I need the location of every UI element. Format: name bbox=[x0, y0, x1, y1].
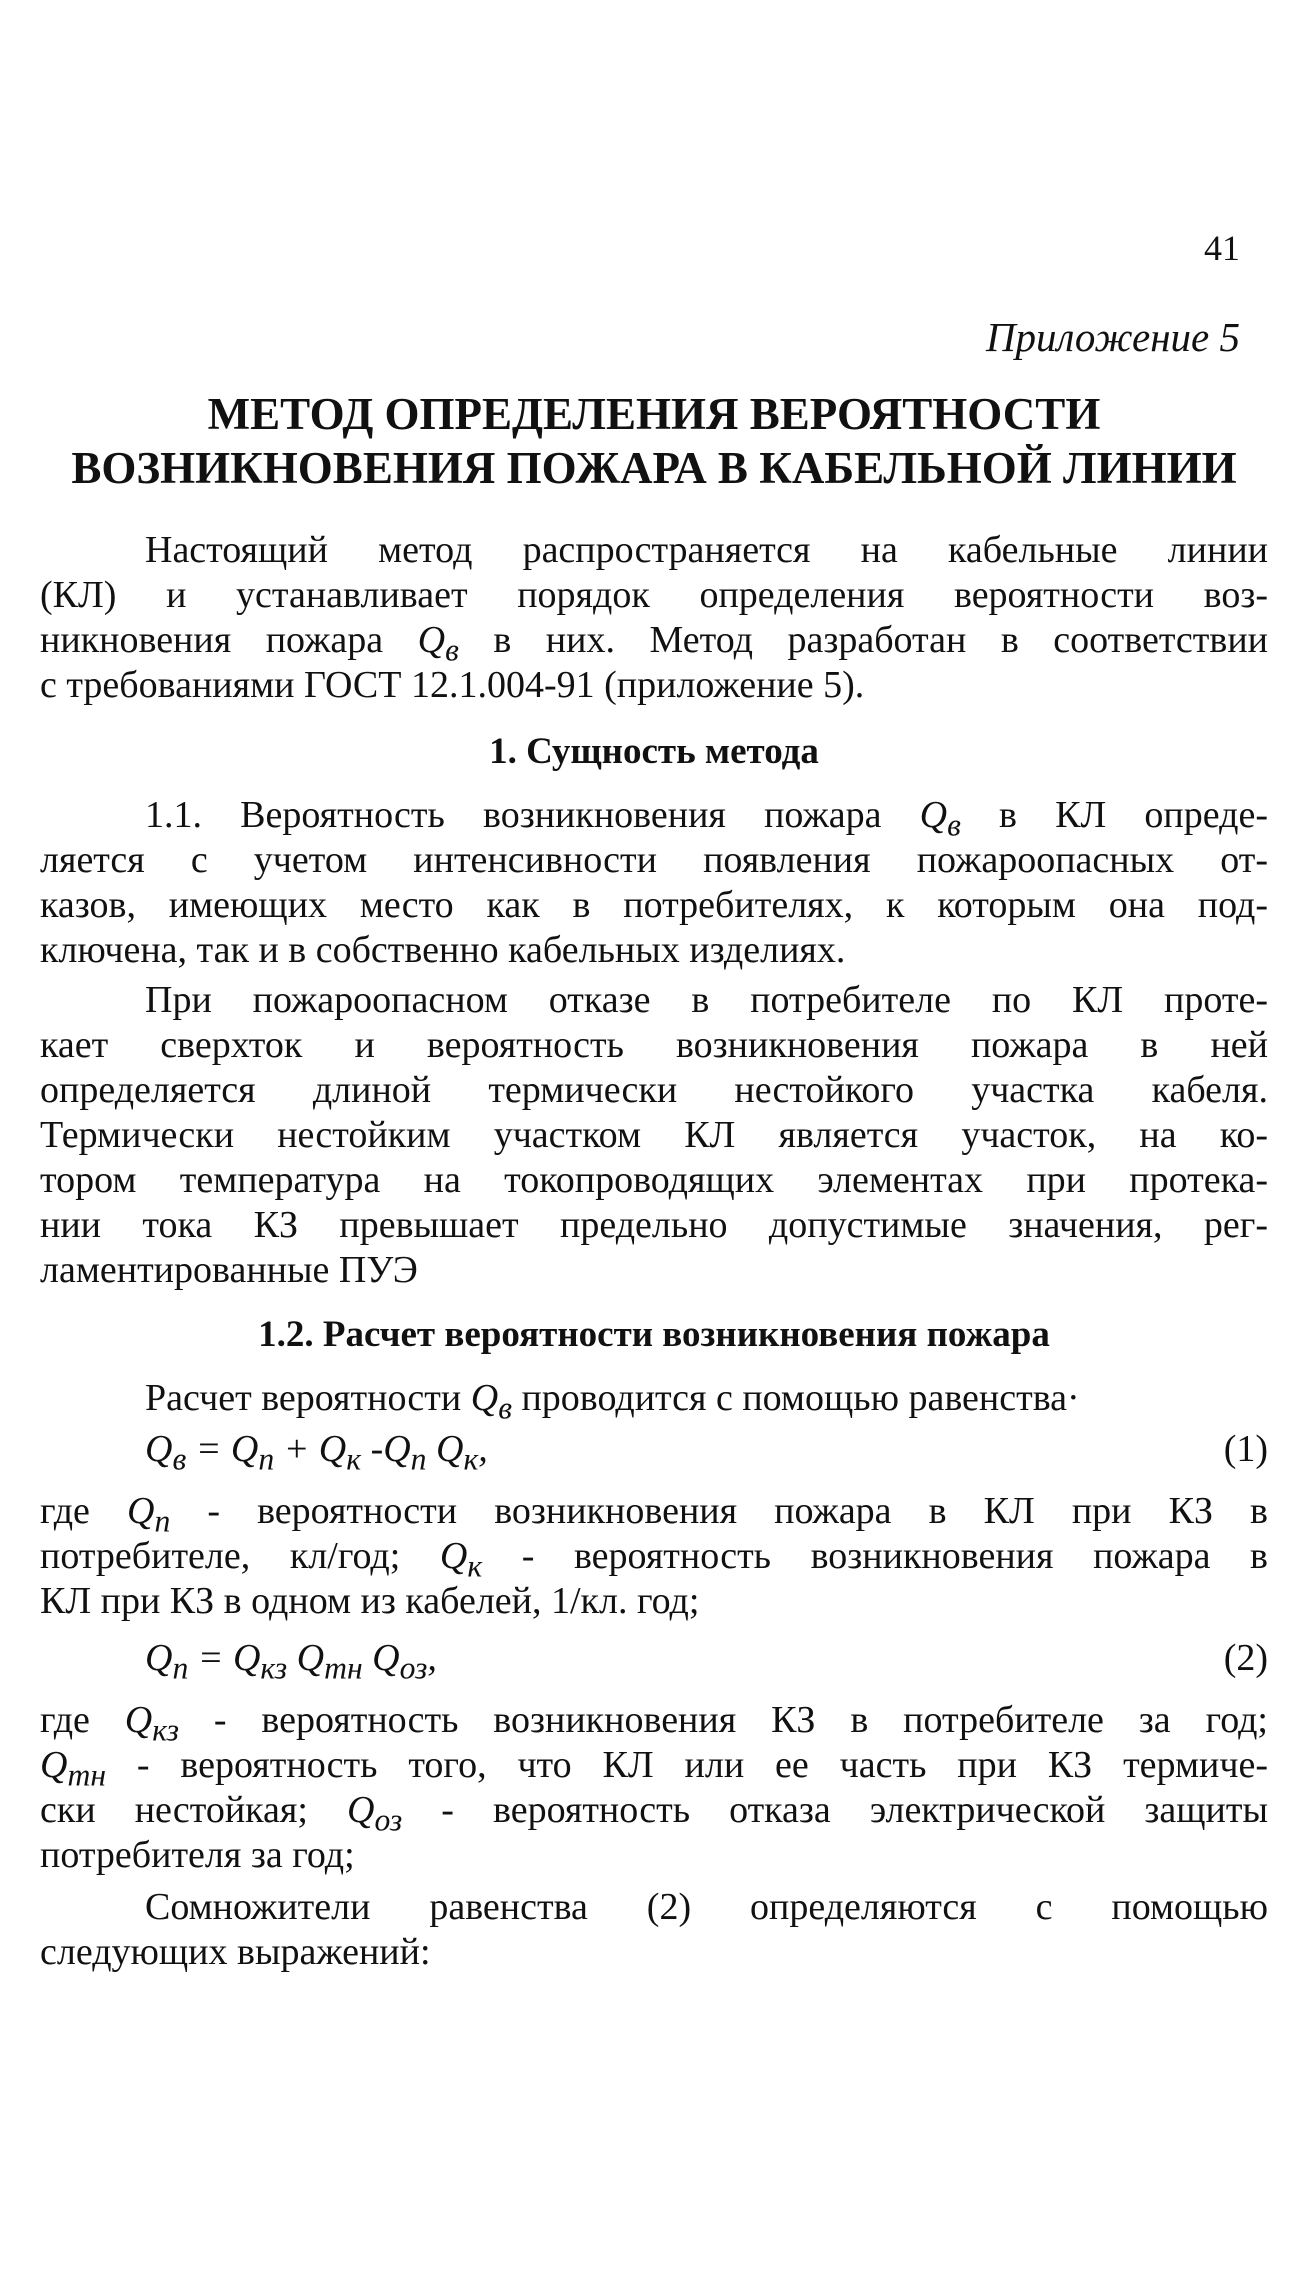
symbol-q-k: Q bbox=[439, 1535, 468, 1577]
p14-line-2: потребителе, кл/год; $Q_к$ - вероятность возникновения пожара в bbox=[40, 1535, 1268, 1584]
intro-line-4: с требованиями ГОСТ 12.1.004-91 (приложение 5). bbox=[40, 664, 865, 706]
section-1-2-heading: 1.2. Расчет вероятности возникновения пожара bbox=[258, 1314, 1050, 1355]
p15-line-4: потребителя за год; bbox=[40, 1834, 355, 1876]
p15-line-2: $Q_{тн}$ - вероятность того, что КЛ или ее часть при КЗ термиче- bbox=[40, 1744, 1268, 1793]
section-1-heading: 1. Сущность метода bbox=[489, 731, 819, 772]
p12-line-1: При пожароопасном отказе в потребителе по КЛ проте- bbox=[145, 979, 1268, 1021]
p12-line-7: ламентированные ПУЭ bbox=[40, 1249, 418, 1291]
p12-line-3: определяется длиной термически нестойкого участка кабеля. bbox=[40, 1069, 1268, 1111]
equation-number-1: (1) bbox=[1223, 1428, 1268, 1470]
formula-2: $Q_п = Q_{кз}$ $Q_{тн}$ $Q_{оз}$, bbox=[145, 1637, 437, 1686]
p16-line-1: Сомножители равенства (2) определяются с помощью bbox=[145, 1886, 1268, 1928]
symbol-q-p: Q bbox=[126, 1490, 155, 1532]
p11-line-1: 1.1. Вероятность возникновения пожара $Q_в$ в КЛ опреде- bbox=[145, 794, 1268, 843]
page-number: 41 bbox=[1204, 228, 1240, 268]
symbol-q-v: Q bbox=[470, 1377, 499, 1419]
p13-line-1: Расчет вероятности $Q_в$ проводится с помощью равенства· bbox=[145, 1377, 1080, 1426]
intro-line-3: никновения пожара $Q_в$ в них. Метод разработан в соответствии bbox=[40, 619, 1268, 668]
symbol-q-kz: Q bbox=[124, 1699, 153, 1741]
p14-line-3: КЛ при КЗ в одном из кабелей, 1/кл. год; bbox=[40, 1580, 700, 1622]
formula-1: $Q_в = Q_п + Q_к$ $-Q_п$ $Q_к$, bbox=[145, 1428, 488, 1477]
p15-line-1: где $Q_{кз}$ - вероятность возникновения КЗ в потребителе за год; bbox=[40, 1699, 1268, 1748]
p11-line-3: казов, имеющих место как в потребителях, к которым она под- bbox=[40, 884, 1268, 926]
p12-line-5: тором температура на токопроводящих элементах при протека- bbox=[40, 1159, 1268, 1201]
symbol-q-v: Q bbox=[919, 794, 948, 836]
intro-line-1: Настоящий метод распространяется на кабельные линии bbox=[145, 529, 1268, 571]
p14-line-1: где $Q_п$ - вероятности возникновения пожара в КЛ при КЗ в bbox=[40, 1490, 1268, 1539]
p12-line-4: Термически нестойким участком КЛ является участок, на ко- bbox=[40, 1114, 1268, 1156]
p16-line-2: следующих выражений: bbox=[40, 1931, 431, 1973]
equation-number-2: (2) bbox=[1223, 1637, 1268, 1679]
symbol-q-tn: Q bbox=[40, 1744, 68, 1786]
appendix-label: Приложение 5 bbox=[985, 314, 1240, 360]
p12-line-6: нии тока КЗ превышает предельно допустимые значения, рег- bbox=[40, 1204, 1268, 1246]
p15-line-3: ски нестойкая; $Q_{оз}$ - вероятность отказа электрической защиты bbox=[40, 1789, 1268, 1838]
p12-line-2: кает сверхток и вероятность возникновения пожара в ней bbox=[40, 1024, 1268, 1066]
symbol-q-oz: Q bbox=[347, 1789, 375, 1831]
p11-line-2: ляется с учетом интенсивности появления пожароопасных от- bbox=[40, 839, 1268, 881]
symbol-q-v: Q bbox=[417, 619, 446, 661]
document-title-line-2: ВОЗНИКНОВЕНИЯ ПОЖАРА В КАБЕЛЬНОЙ ЛИНИИ bbox=[71, 443, 1237, 493]
document-title-line-1: МЕТОД ОПРЕДЕЛЕНИЯ ВЕРОЯТНОСТИ bbox=[207, 389, 1101, 439]
p11-line-4: ключена, так и в собственно кабельных изделиях. bbox=[40, 929, 846, 971]
intro-line-2: (КЛ) и устанавливает порядок определения вероятности воз- bbox=[40, 574, 1268, 616]
